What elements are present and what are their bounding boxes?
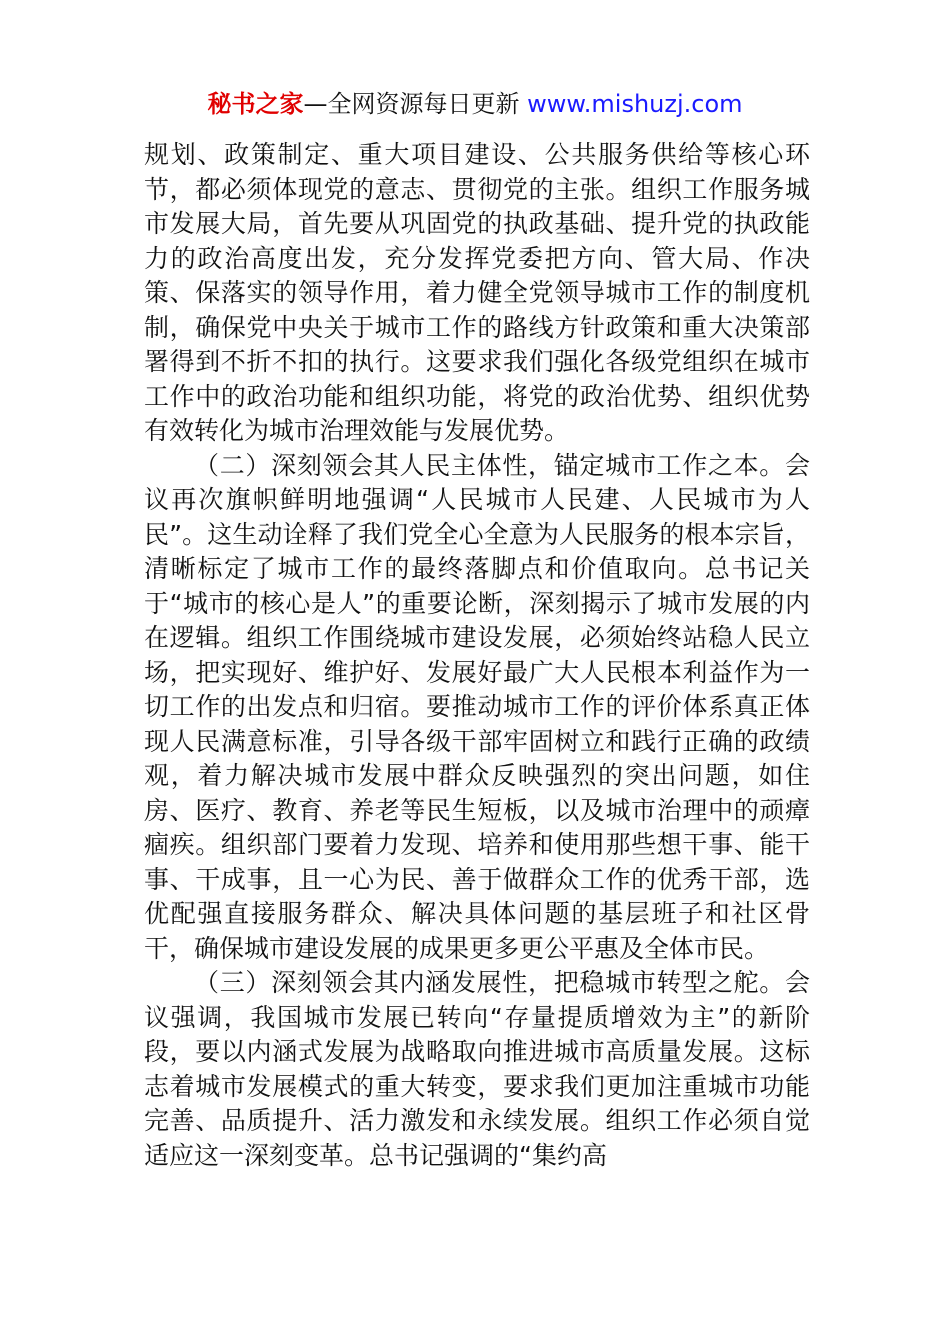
document-body <box>144 138 810 1173</box>
paragraph-section-3: （三）深刻领会其内涵发展性，把稳城市转型之舵。会议强调，我国城市发展已转向“存量提质增效为主”的新阶段，要以内涵式发展为战略取向推进城市高质量发展。这标志着城市发展模式的重大转变，要求我们更加注重城市功能完善、品质提升、活力激发和永续发展。组织工作必须自觉适应这一深刻变革。总书记强调的“集约高 <box>144 968 810 1170</box>
paragraph-section-2: （二）深刻领会其人民主体性，锚定城市工作之本。会议再次旗帜鲜明地强调“人民城市人民建、人民城市为人民”。这生动诠释了我们党全心全意为人民服务的根本宗旨，清晰标定了城市工作的最终落脚点和价值取向。总书记关于“城市的核心是人”的重要论断，深刻揭示了城市发展的内在逻辑。组织工作围绕城市建设发展，必须始终站稳人民立场，把实现好、维护好、发展好最广大人民根本利益作为一切工作的出发点和归宿。要推动城市工作的评价体系真正体现人民满意标准，引导各级干部牢固树立和践行正确的政绩观，着力解决城市发展中群众反映强烈的突出问题，如住房、医疗、教育、养老等民生短板，以及城市治理中的顽瘴痼疾。组织部门要着力发现、培养和使用那些想干事、能干事、干成事，且一心为民、善于做群众工作的优秀干部，选优配强直接服务群众、解决具体问题的基层班子和社区骨干，确保城市建设发展的成果更多更公平惠及全体市民。 <box>144 450 810 963</box>
site-brand: 秘书之家 <box>207 90 304 118</box>
site-tagline: —全网资源每日更新 <box>303 90 528 118</box>
site-header <box>0 88 950 120</box>
site-url-link[interactable]: www.mishuzj.com <box>527 90 743 118</box>
paragraph-continuation: 规划、政策制定、重大项目建设、公共服务供给等核心环节，都必须体现党的意志、贯彻党的主张。组织工作服务城市发展大局，首先要从巩固党的执政基础、提升党的执政能力的政治高度出发，充分发挥党委把方向、管大局、作决策、保落实的领导作用，着力健全党领导城市工作的制度机制，确保党中央关于城市工作的路线方针政策和重大决策部署得到不折不扣的执行。这要求我们强化各级党组织在城市工作中的政治功能和组织功能，将党的政治优势、组织优势有效转化为城市治理效能与发展优势。 <box>144 140 810 445</box>
